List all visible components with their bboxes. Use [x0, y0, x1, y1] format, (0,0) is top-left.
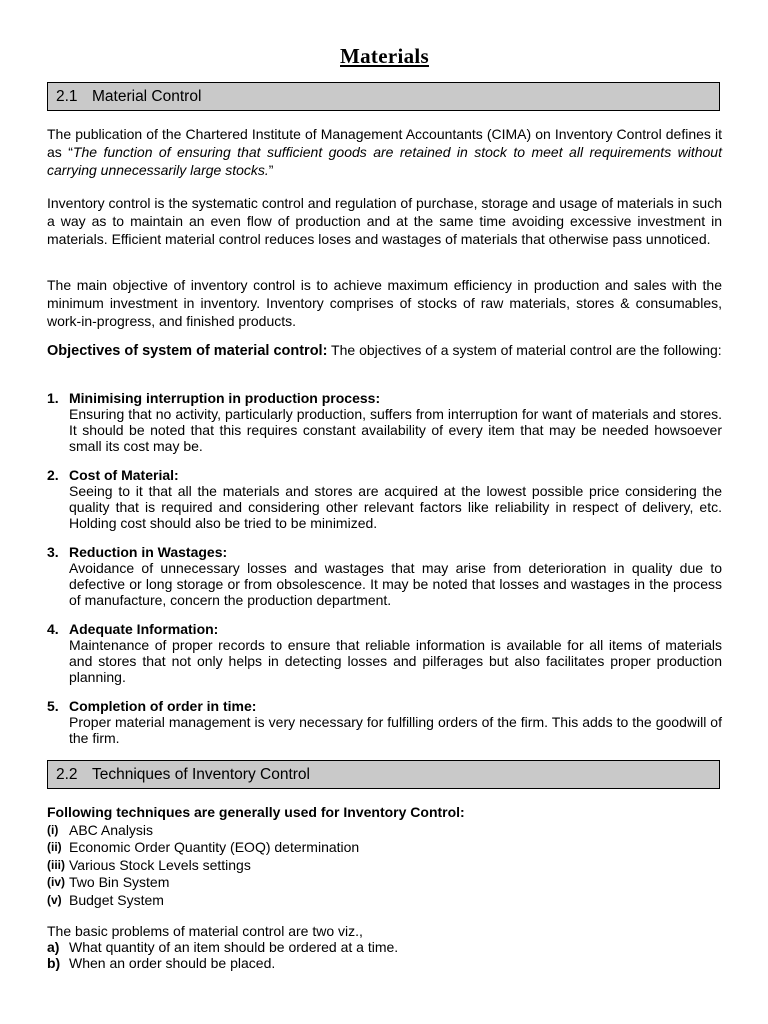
objective-body: Avoidance of unnecessary losses and wastages that may arise from deterioration in quality due to defective or long storage or from obsolescence. It may be noted that losses and wastages in the process of manufacture, concern the production department.	[69, 560, 722, 608]
objective-heading: Minimising interruption in production process:	[69, 390, 381, 406]
section-title: Material Control	[92, 88, 202, 105]
section-number: 2.1	[56, 88, 78, 105]
objective-heading: Cost of Material:	[69, 467, 179, 483]
objective-number: 1.	[47, 390, 59, 406]
section-heading-techniques	[47, 760, 720, 789]
main-objective-paragraph: The main objective of inventory control is to achieve maximum efficiency in production and sales with the minimum investment in inventory. Inventory comprises of stocks of raw materials, stores & consumables, work-in-progress, and finished products.	[47, 277, 722, 329]
objective-heading: Reduction in Wastages:	[69, 544, 228, 560]
objective-body: Ensuring that no activity, particularly production, suffers from interruption for want of materials and stores. It should be noted that this requires constant availability of every item that may be needed howsoever small its cost may be.	[69, 406, 722, 454]
objective-number: 4.	[47, 621, 59, 637]
problems-intro: The basic problems of material control are two viz.,	[47, 923, 363, 939]
list-text: ABC Analysis	[69, 821, 154, 838]
objective-heading: Adequate Information:	[69, 621, 219, 637]
objective-body: Seeing to it that all the materials and stores are acquired at the lowest possible price considering the quality that is required and considering other relevant factors like reliability in respect of delivery, etc. Holding cost should also be tried to be minimized.	[69, 483, 722, 531]
list-text: Economic Order Quantity (EOQ) determination	[69, 839, 360, 855]
list-marker: (iv)	[47, 875, 65, 889]
list-item	[47, 839, 722, 857]
objectives-intro: The objectives of a system of material control are the following:	[327, 342, 722, 358]
techniques-list	[47, 804, 722, 909]
techniques-heading: Following techniques are generally used for Inventory Control:	[47, 804, 465, 820]
objective-number: 3.	[47, 544, 59, 560]
problems-list	[47, 923, 722, 971]
objective-heading: Completion of order in time:	[69, 698, 257, 714]
objective-number: 2.	[47, 467, 59, 483]
list-item	[47, 874, 722, 892]
paragraph-text: The publication of the Chartered Institute of Management Accountants (CIMA) on Inventory Control defines it as “	[47, 126, 722, 160]
list-marker: (v)	[47, 892, 62, 907]
paragraph-text: ”	[268, 162, 274, 178]
section-heading-material-control	[47, 82, 720, 111]
list-marker: (ii)	[47, 840, 62, 854]
section-number: 2.2	[56, 766, 78, 783]
objectives-intro-paragraph	[47, 340, 722, 361]
list-marker: (iii)	[47, 857, 65, 872]
objective-body: Maintenance of proper records to ensure that reliable information is available for all items of materials and stores that not only helps in detecting losses and pilferages but also facilitates proper production planning.	[69, 637, 722, 685]
page-title: Materials	[340, 44, 429, 68]
list-item	[47, 939, 722, 955]
list-item	[47, 955, 722, 971]
list-item	[47, 892, 722, 910]
objectives-heading: Objectives of system of material control:	[47, 343, 328, 359]
section-title: Techniques of Inventory Control	[92, 766, 310, 783]
list-text: Various Stock Levels settings	[69, 856, 251, 873]
list-marker: (i)	[47, 822, 59, 837]
list-text: Two Bin System	[69, 874, 170, 890]
list-text: When an order should be placed.	[69, 955, 276, 971]
list-item	[47, 857, 722, 875]
list-marker: a)	[47, 939, 60, 955]
list-text: What quantity of an item should be ordered at a time.	[69, 939, 399, 955]
list-item	[47, 822, 722, 840]
quoted-definition: The function of ensuring that sufficient goods are retained in stock to meet all requirements without carrying unnecessarily large stocks.	[47, 144, 722, 178]
objective-number: 5.	[47, 698, 59, 714]
list-text: Budget System	[69, 891, 164, 908]
inventory-control-paragraph: Inventory control is the systematic control and regulation of purchase, storage and usage of materials in such a way as to maintain an even flow of production and at the same time avoiding excessive investment in materials. Efficient material control reduces loses and wastages of materials that otherwise pass unnoticed.	[47, 195, 722, 247]
objective-body: Proper material management is very necessary for fulfilling orders of the firm. This adds to the goodwill of the firm.	[69, 714, 722, 746]
cima-definition-paragraph	[47, 125, 722, 179]
list-marker: b)	[47, 955, 61, 971]
